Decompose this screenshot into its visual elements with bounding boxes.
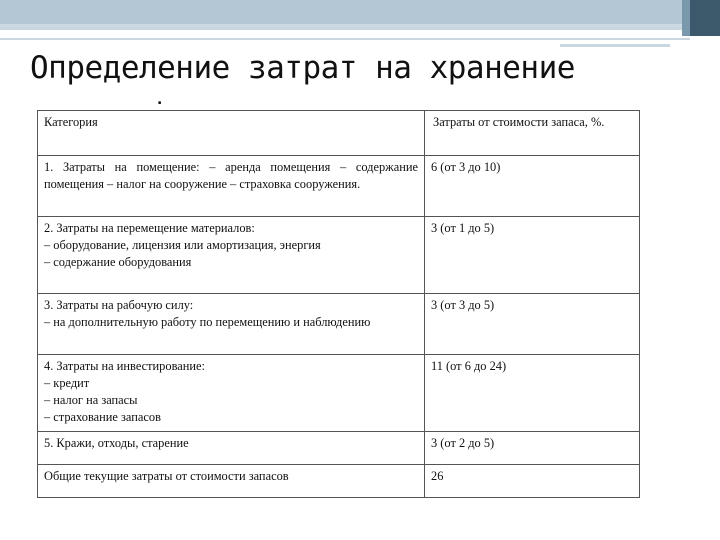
row1-category: 1. Затраты на помещение: – аренда помещения – содержание помещения – налог на сооружение – страховка сооружения. — [38, 156, 425, 217]
row4-line: 4. Затраты на инвестирование: — [44, 359, 205, 373]
table-header-row — [38, 111, 640, 156]
header-category: Категория — [38, 111, 425, 156]
row2-value: 3 (от 1 до 5) — [425, 217, 640, 294]
row4-line: – кредит — [44, 376, 90, 390]
table-row — [38, 156, 640, 217]
header-band-mid — [0, 0, 690, 24]
row3-line: 3. Затраты на рабочую силу: — [44, 298, 194, 312]
subtitle-mark: . — [157, 92, 163, 108]
row3-line: – на дополнительную работу по перемещению и наблюдению — [44, 315, 371, 329]
table-row — [38, 294, 640, 355]
header-costs-text: Затраты от стоимости запаса, %. — [433, 115, 605, 129]
slide-header-band — [0, 0, 720, 36]
row2-line: – содержание оборудования — [44, 255, 192, 269]
table-row — [38, 355, 640, 432]
slide-title: Определение затрат на хранение — [30, 50, 575, 86]
row4-line: – налог на запасы — [44, 393, 138, 407]
header-band-accent — [682, 0, 690, 36]
row6-value: 26 — [425, 465, 640, 498]
row4-category — [38, 355, 425, 432]
row4-line: – страхование запасов — [44, 410, 161, 424]
row1-value: 6 (от 3 до 10) — [425, 156, 640, 217]
row2-line: 2. Затраты на перемещение материалов: — [44, 221, 255, 235]
header-costs — [425, 111, 640, 156]
table-row — [38, 217, 640, 294]
header-divider-short — [560, 44, 670, 47]
table-row — [38, 465, 640, 498]
row5-value: 3 (от 2 до 5) — [425, 432, 640, 465]
table-row — [38, 432, 640, 465]
row2-line: – оборудование, лицензия или амортизация, энергия — [44, 238, 321, 252]
row6-category: Общие текущие затраты от стоимости запасов — [38, 465, 425, 498]
header-divider-line — [0, 38, 690, 40]
storage-costs-table — [37, 110, 640, 498]
row3-category — [38, 294, 425, 355]
row4-value: 11 (от 6 до 24) — [425, 355, 640, 432]
header-band-dark — [690, 0, 720, 36]
row5-category: 5. Кражи, отходы, старение — [38, 432, 425, 465]
row2-category — [38, 217, 425, 294]
row3-value: 3 (от 3 до 5) — [425, 294, 640, 355]
